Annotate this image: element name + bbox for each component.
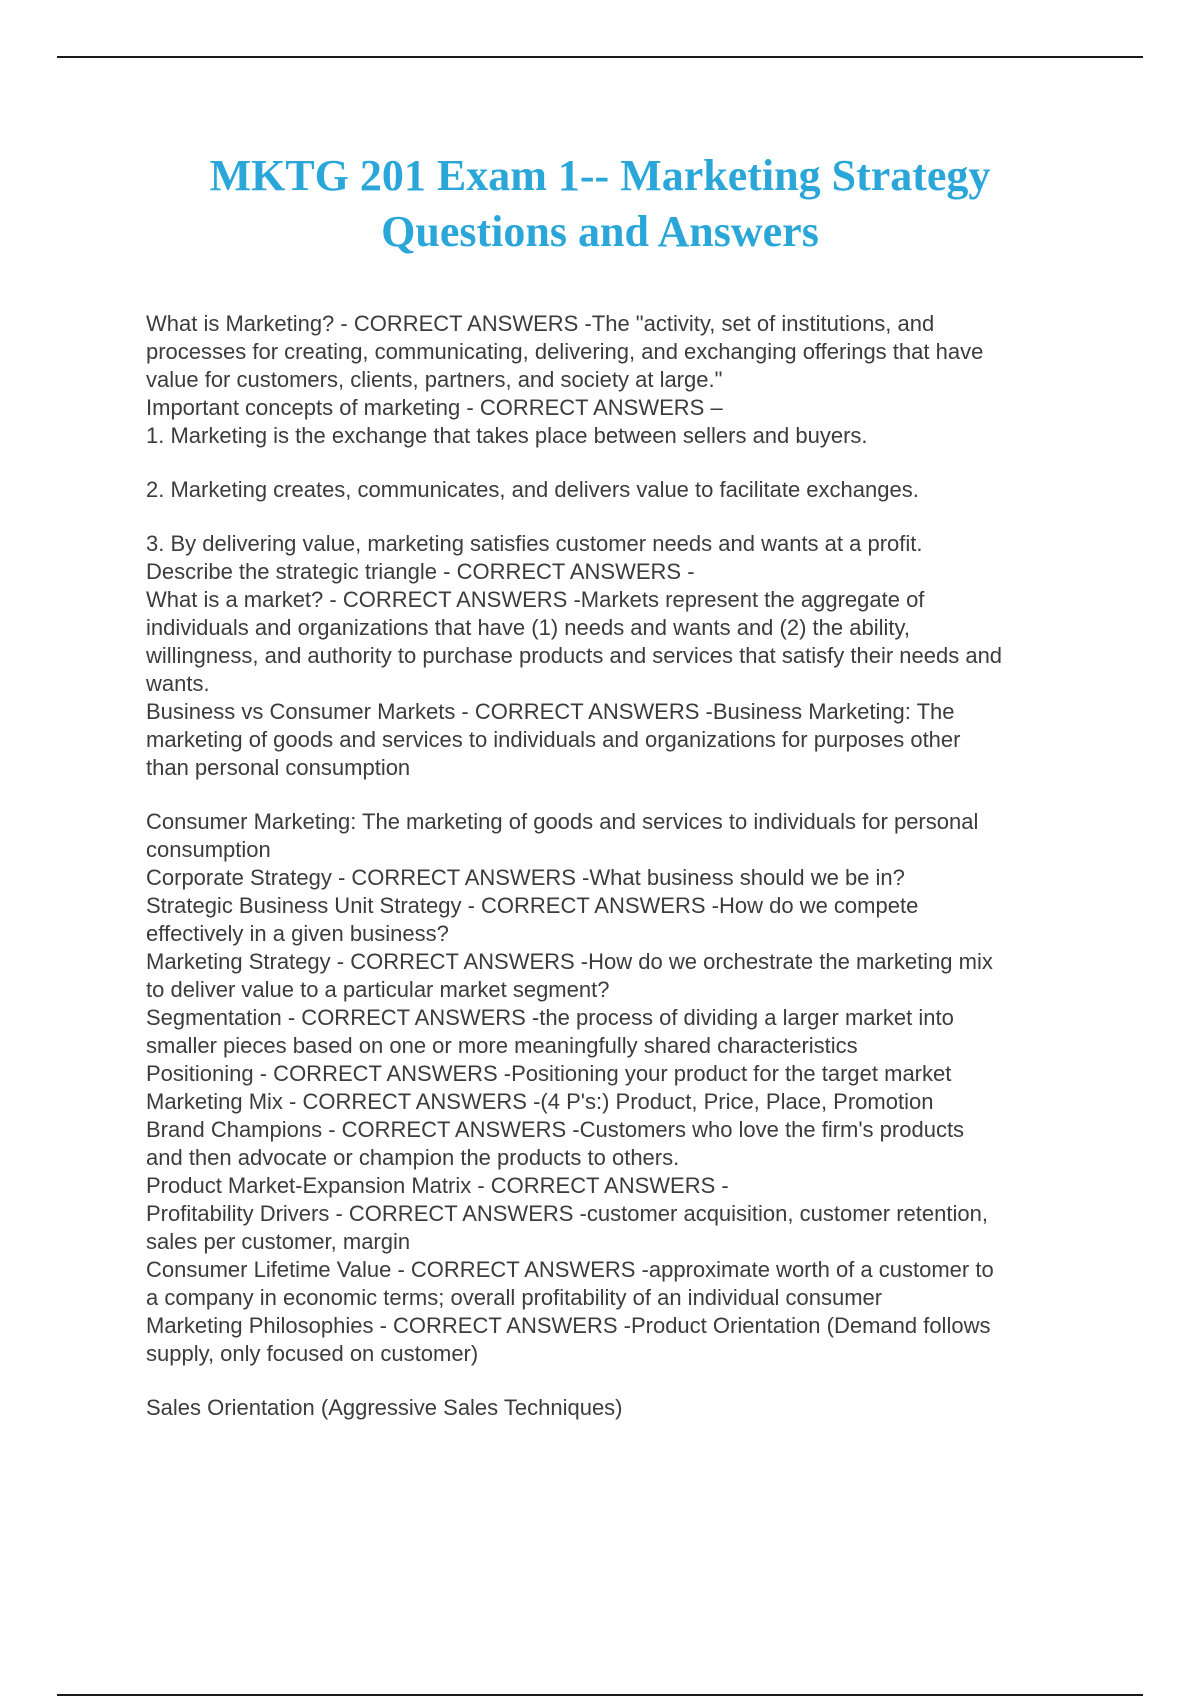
text-line: Segmentation - CORRECT ANSWERS -the process of dividing a larger market into (146, 1005, 954, 1030)
text-line: processes for creating, communicating, delivering, and exchanging offerings that have (146, 339, 984, 364)
text-line: Product Market-Expansion Matrix - CORRECT ANSWERS - (146, 1173, 729, 1198)
text-line: Sales Orientation (Aggressive Sales Techniques) (146, 1395, 623, 1420)
paragraph-gap (146, 450, 1096, 476)
text-line: and then advocate or champion the products to others. (146, 1145, 680, 1170)
text-line: Profitability Drivers - CORRECT ANSWERS -customer acquisition, customer retention, (146, 1201, 988, 1226)
text-line: 1. Marketing is the exchange that takes place between sellers and buyers. (146, 423, 868, 448)
text-line: Brand Champions - CORRECT ANSWERS -Customers who love the firm's products (146, 1117, 965, 1142)
text-line: Describe the strategic triangle - CORRECT ANSWERS - (146, 559, 695, 584)
paragraph-gap (146, 782, 1096, 808)
text-line: consumption (146, 837, 271, 862)
text-line: value for customers, clients, partners, and society at large." (146, 367, 723, 392)
text-line: What is Marketing? - CORRECT ANSWERS -The "activity, set of institutions, and (146, 311, 935, 336)
paragraph-gap (146, 1368, 1096, 1394)
text-line: Marketing Strategy - CORRECT ANSWERS -How do we orchestrate the marketing mix (146, 949, 993, 974)
text-line: smaller pieces based on one or more meaningfully shared characteristics (146, 1033, 858, 1058)
text-line: Marketing Philosophies - CORRECT ANSWERS -Product Orientation (Demand follows (146, 1313, 991, 1338)
title-line-2: Questions and Answers (381, 207, 819, 256)
document-body (146, 310, 1096, 1422)
text-line: supply, only focused on customer) (146, 1341, 479, 1366)
bottom-rule (57, 1694, 1143, 1696)
document-title (100, 148, 1100, 260)
top-rule (57, 56, 1143, 58)
text-line: effectively in a given business? (146, 921, 449, 946)
text-line: wants. (146, 671, 210, 696)
text-line: Corporate Strategy - CORRECT ANSWERS -What business should we be in? (146, 865, 905, 890)
text-line: 3. By delivering value, marketing satisfies customer needs and wants at a profit. (146, 531, 923, 556)
text-line: marketing of goods and services to individuals and organizations for purposes other (146, 727, 961, 752)
text-line: to deliver value to a particular market segment? (146, 977, 610, 1002)
text-line: Positioning - CORRECT ANSWERS -Positioning your product for the target market (146, 1061, 952, 1086)
text-line: individuals and organizations that have (1) needs and wants and (2) the ability, (146, 615, 910, 640)
text-line: 2. Marketing creates, communicates, and delivers value to facilitate exchanges. (146, 477, 919, 502)
paragraph-gap (146, 504, 1096, 530)
text-line: Strategic Business Unit Strategy - CORRECT ANSWERS -How do we compete (146, 893, 919, 918)
text-line: Consumer Marketing: The marketing of goods and services to individuals for personal (146, 809, 979, 834)
text-line: Business vs Consumer Markets - CORRECT ANSWERS -Business Marketing: The (146, 699, 955, 724)
title-line-1: MKTG 201 Exam 1-- Marketing Strategy (209, 151, 991, 200)
text-line: Marketing Mix - CORRECT ANSWERS -(4 P's:) Product, Price, Place, Promotion (146, 1089, 934, 1114)
text-line: Important concepts of marketing - CORRECT ANSWERS – (146, 395, 723, 420)
text-line: What is a market? - CORRECT ANSWERS -Markets represent the aggregate of (146, 587, 925, 612)
text-line: a company in economic terms; overall profitability of an individual consumer (146, 1285, 883, 1310)
text-line: than personal consumption (146, 755, 411, 780)
text-line: willingness, and authority to purchase products and services that satisfy their needs and (146, 643, 1003, 668)
text-line: Consumer Lifetime Value - CORRECT ANSWERS -approximate worth of a customer to (146, 1257, 994, 1282)
text-line: sales per customer, margin (146, 1229, 411, 1254)
